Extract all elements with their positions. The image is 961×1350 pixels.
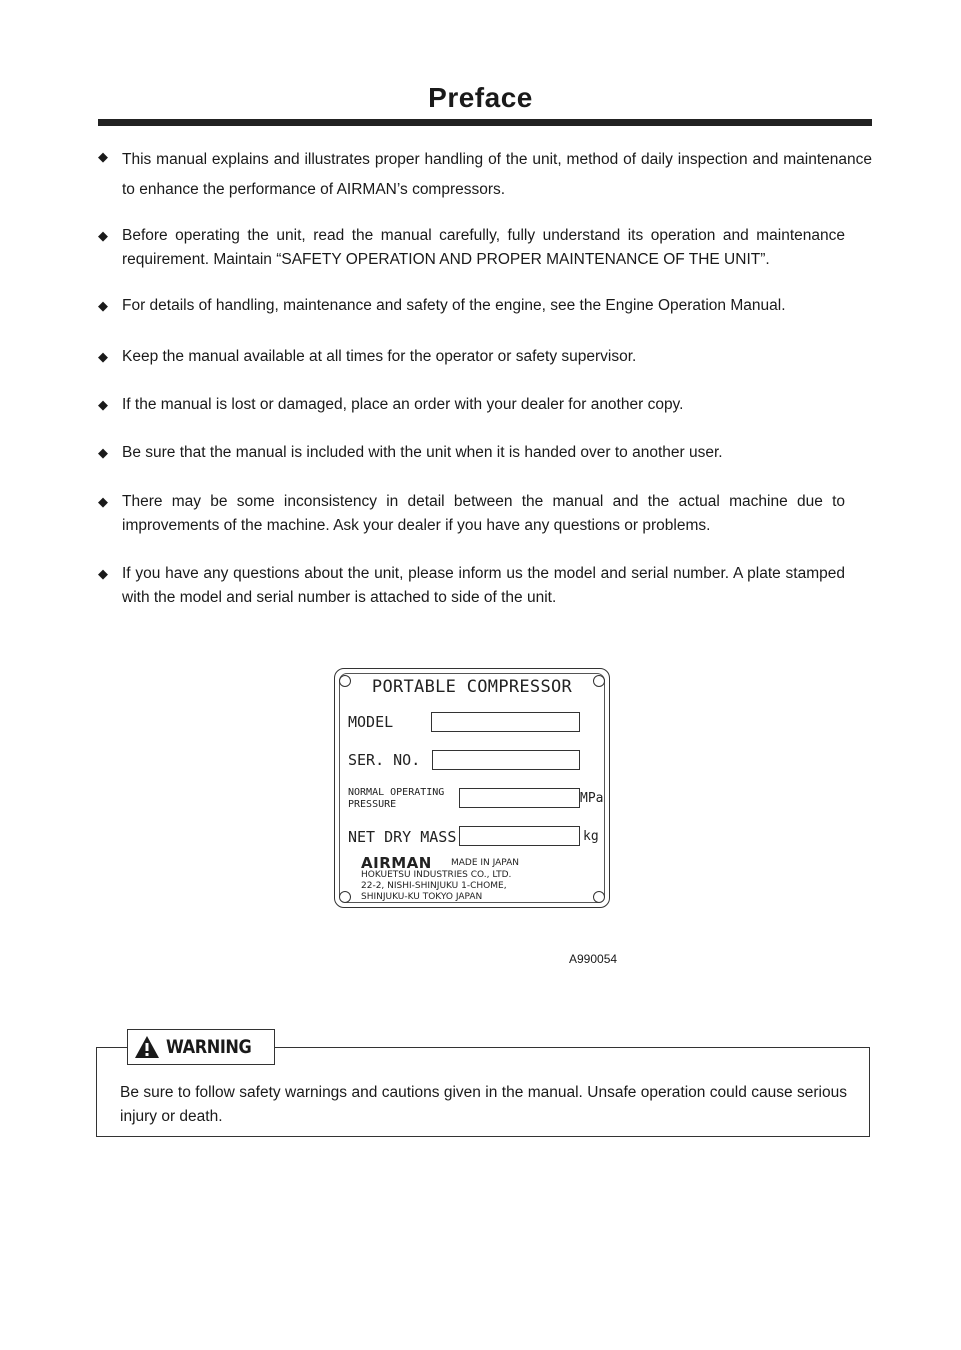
bullet-text: Keep the manual available at all times for the operator or safety supervisor. xyxy=(122,348,637,365)
page-title: Preface xyxy=(428,82,533,113)
bullet-text: If the manual is lost or damaged, place an order with your dealer for another copy. xyxy=(122,396,684,413)
bullet-text: For details of handling, maintenance and safety of the engine, see the Engine Operation Manual. xyxy=(122,297,786,314)
nameplate-illustration xyxy=(334,668,610,908)
pressure-unit: MPa xyxy=(580,791,604,806)
diamond-bullet-icon: ◆ xyxy=(98,149,108,164)
nameplate-title: PORTABLE COMPRESSOR xyxy=(371,677,573,697)
mass-unit: kg xyxy=(583,829,599,844)
address-line: SHINJUKU-KU TOKYO JAPAN xyxy=(361,892,483,902)
bullet-text: Be sure that the manual is included with the unit when it is handed over to another user. xyxy=(122,444,723,461)
pressure-label-line2: PRESSURE xyxy=(348,799,397,810)
mass-label: NET DRY MASS xyxy=(348,828,457,846)
warning-label-text: WARNING xyxy=(166,1036,252,1058)
made-in-label: MADE IN JAPAN xyxy=(451,858,520,868)
pressure-label xyxy=(348,787,444,811)
serial-label: SER. NO. xyxy=(348,751,421,769)
bullet-text: There may be some inconsistency in detail between the manual and the actual machine due to improvements of the machine. Ask your dealer if you have any questions or problems. xyxy=(122,493,845,534)
bullet-item xyxy=(98,441,872,465)
serial-field xyxy=(432,750,580,770)
bullet-item xyxy=(98,224,845,272)
pressure-label-line1: NORMAL OPERATING xyxy=(348,787,445,798)
bullet-item xyxy=(98,145,872,205)
diamond-bullet-icon: ◆ xyxy=(98,228,108,243)
warning-label xyxy=(127,1029,275,1065)
warning-text: Be sure to follow safety warnings and cautions given in the manual. Unsafe operation could cause serious injury or death. xyxy=(120,1084,847,1125)
bullet-text: This manual explains and illustrates proper handling of the unit, method of daily inspection and maintenance to enhance the performance of AIRMAN’s compressors. xyxy=(122,151,872,198)
rivet-hole-icon xyxy=(339,891,351,903)
bullet-item xyxy=(98,393,872,417)
mass-field xyxy=(459,826,580,846)
airman-logo: AIRMAN xyxy=(361,854,432,872)
address-line: 22-2, NISHI-SHINJUKU 1-CHOME, xyxy=(361,881,507,891)
diamond-bullet-icon: ◆ xyxy=(98,445,108,460)
address-line: HOKUETSU INDUSTRIES CO., LTD. xyxy=(361,870,512,880)
title-underline xyxy=(98,119,872,126)
pressure-field xyxy=(459,788,580,808)
diamond-bullet-icon: ◆ xyxy=(98,298,108,313)
bullet-item xyxy=(98,490,845,538)
bullet-text: If you have any questions about the unit, please inform us the model and serial number. A plate stamped with the model and serial number is attached to side of the unit. xyxy=(122,565,845,606)
diamond-bullet-icon: ◆ xyxy=(98,566,108,581)
bullet-text: Before operating the unit, read the manual carefully, fully understand its operation and maintenance requirement. Maintain “SAFETY OPERATION AND PROPER MAINTENANCE OF THE UNIT”. xyxy=(122,227,845,268)
bullet-item xyxy=(98,562,845,610)
warning-triangle-icon xyxy=(134,1035,160,1059)
diamond-bullet-icon: ◆ xyxy=(98,494,108,509)
model-label: MODEL xyxy=(348,713,394,731)
diamond-bullet-icon: ◆ xyxy=(98,397,108,412)
diamond-bullet-icon: ◆ xyxy=(98,349,108,364)
rivet-hole-icon xyxy=(593,891,605,903)
figure-code: A990054 xyxy=(569,952,618,966)
bullet-item xyxy=(98,345,872,369)
bullet-item xyxy=(98,294,872,318)
model-field xyxy=(431,712,580,732)
